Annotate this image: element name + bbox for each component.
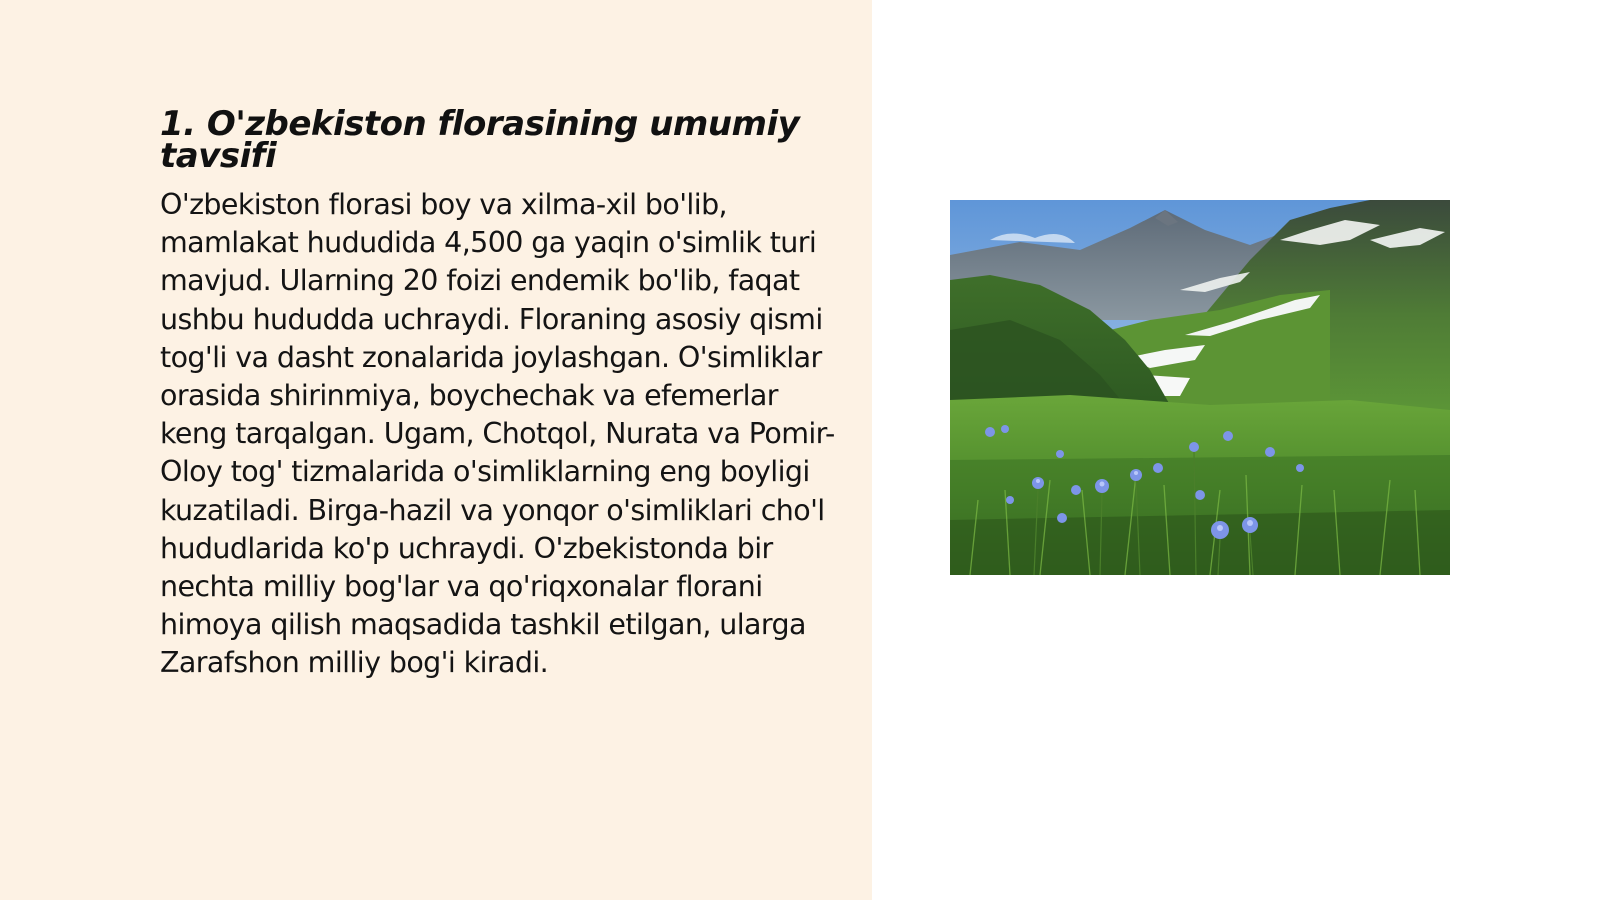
slide-body-text: O'zbekiston florasi boy va xilma-xil bo'lib, mamlakat hududida 4,500 ga yaqin o'simlik turi mavjud. Ularning 20 foizi endemik bo'lib, faqat ushbu hududda uchraydi. Floraning asosiy qismi tog'li va dasht zonalarida joylashgan. O'simliklar orasida shirinmiya, boychechak va efemerlar keng tarqalgan. Ugam, Chotqol, Nurata va Pomir-Oloy tog' tizmalarida o'simliklarning eng boyligi kuzatiladi. Birga-hazil va yonqor o'simliklari cho'l hududlarida ko'p uchraydi. O'zbekistonda bir nechta milliy bog'lar va qo'riqxonalar florani himoya qilish maqsadida tashkil etilgan, ularga Zarafshon milliy bog'i kiradi.	[160, 188, 835, 680]
mountain-meadow-photo	[950, 200, 1450, 575]
slide-title: 1. O'zbekiston florasining umumiy tavsifi	[160, 104, 800, 176]
